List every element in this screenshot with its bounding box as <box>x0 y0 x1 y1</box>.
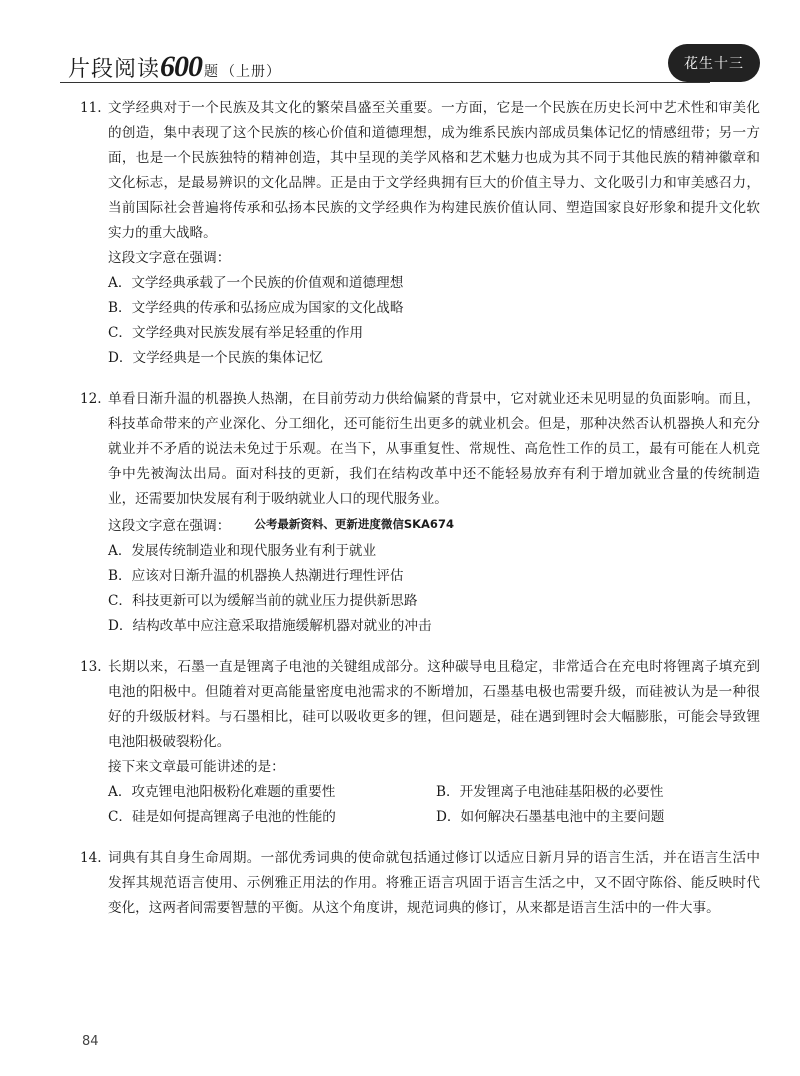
question-prompt: 这段文字意在强调： <box>108 518 231 534</box>
options-grid <box>108 780 760 830</box>
option-d: D．如何解决石墨基电池中的主要问题 <box>436 809 665 825</box>
option-c: C．硅是如何提高锂离子电池的性能的 <box>108 809 336 825</box>
option-c: C．科技更新可以为缓解当前的就业压力提供新思路 <box>108 593 418 609</box>
watermark-text: 公考最新资料、更新进度微信SKA674 <box>254 517 454 531</box>
question-14 <box>80 846 760 921</box>
book-suffix: 题 <box>204 64 220 80</box>
question-prompt: 这段文字意在强调： <box>108 250 231 266</box>
book-volume: （上册） <box>221 64 282 80</box>
option-a: A．攻克锂电池阳极粉化难题的重要性 <box>108 784 336 800</box>
book-title-text: 片段阅读 <box>68 57 161 82</box>
question-13 <box>80 655 760 830</box>
option-d: D．结构改革中应注意采取措施缓解机器对就业的冲击 <box>108 618 432 634</box>
book-title <box>68 50 281 84</box>
question-number: 11. <box>80 100 102 116</box>
option-c: C．文学经典对民族发展有举足轻重的作用 <box>108 325 364 341</box>
option-b: B．文学经典的传承和弘扬应成为国家的文化战略 <box>108 300 404 316</box>
question-prompt: 接下来文章最可能讲述的是： <box>108 759 285 775</box>
question-number: 12. <box>80 391 102 407</box>
option-b: B．应该对日渐升温的机器换人热潮进行理性评估 <box>108 568 404 584</box>
book-number: 600 <box>160 50 203 83</box>
question-stem: 文学经典对于一个民族及其文化的繁荣昌盛至关重要。一方面，它是一个民族在历史长河中艺术性和审美化的创造，集中表现了这个民族的核心价值和道德理想，成为维系民族内部成员集体记忆的情感纽带；另一方面，也是一个民族独特的精神创造，其中呈现的美学风格和艺术魅力也成为其不同于其他民族的精神徽章和文化标志，是最易辨识的文化品牌。正是由于文学经典拥有巨大的价值主导力、文化吸引力和审美感召力，当前国际社会普遍将传承和弘扬本民族的文学经典作为构建民族价值认同、塑造国家良好形象和提升文化软实力的重大战略。 <box>108 100 760 241</box>
question-number: 13. <box>80 659 102 675</box>
page-number: 84 <box>82 1034 99 1049</box>
header-rule <box>60 82 710 83</box>
question-12 <box>80 387 760 639</box>
option-a: A．文学经典承载了一个民族的价值观和道德理想 <box>108 275 404 291</box>
question-stem: 长期以来，石墨一直是锂离子电池的关键组成部分。这种碳导电且稳定，非常适合在充电时将锂离子填充到电池的阳极中。但随着对更高能量密度电池需求的不断增加，石墨基电极也需要升级，而硅被认为是一种很好的升级版材料。与石墨相比，硅可以吸收更多的锂，但问题是，硅在遇到锂时会大幅膨胀，可能会导致锂电池阳极破裂粉化。 <box>108 659 760 750</box>
question-stem: 词典有其自身生命周期。一部优秀词典的使命就包括通过修订以适应日新月异的语言生活，并在语言生活中发挥其规范语言使用、示例雅正用法的作用。将雅正语言巩固于语言生活之中，又不固守陈俗、能反映时代变化，这两者间需要智慧的平衡。从这个角度讲，规范词典的修订，从来都是语言生活中的一件大事。 <box>108 850 760 916</box>
option-d: D．文学经典是一个民族的集体记忆 <box>108 350 323 366</box>
option-b: B．开发锂离子电池硅基阳极的必要性 <box>436 784 664 800</box>
option-a: A．发展传统制造业和现代服务业有利于就业 <box>108 543 377 559</box>
series-logo: 花生十三 <box>668 44 760 82</box>
question-prompt-row <box>108 512 760 539</box>
question-number: 14. <box>80 850 102 866</box>
question-stem: 单看日渐升温的机器换人热潮，在目前劳动力供给偏紧的背景中，它对就业还未见明显的负面影响。而且，科技革命带来的产业深化、分工细化，还可能衍生出更多的就业机会。但是，那种决然否认机器换人和充分就业并不矛盾的说法未免过于乐观。在当下，从事重复性、常规性、高危性工作的员工，最有可能在人机竞争中先被淘汰出局。面对科技的更新，我们在结构改革中还不能轻易放弃有利于增加就业含量的传统制造业，还需要加快发展有利于吸纳就业人口的现代服务业。 <box>108 391 760 507</box>
question-11 <box>80 96 760 371</box>
question-list <box>80 96 760 937</box>
page-header <box>60 44 760 84</box>
